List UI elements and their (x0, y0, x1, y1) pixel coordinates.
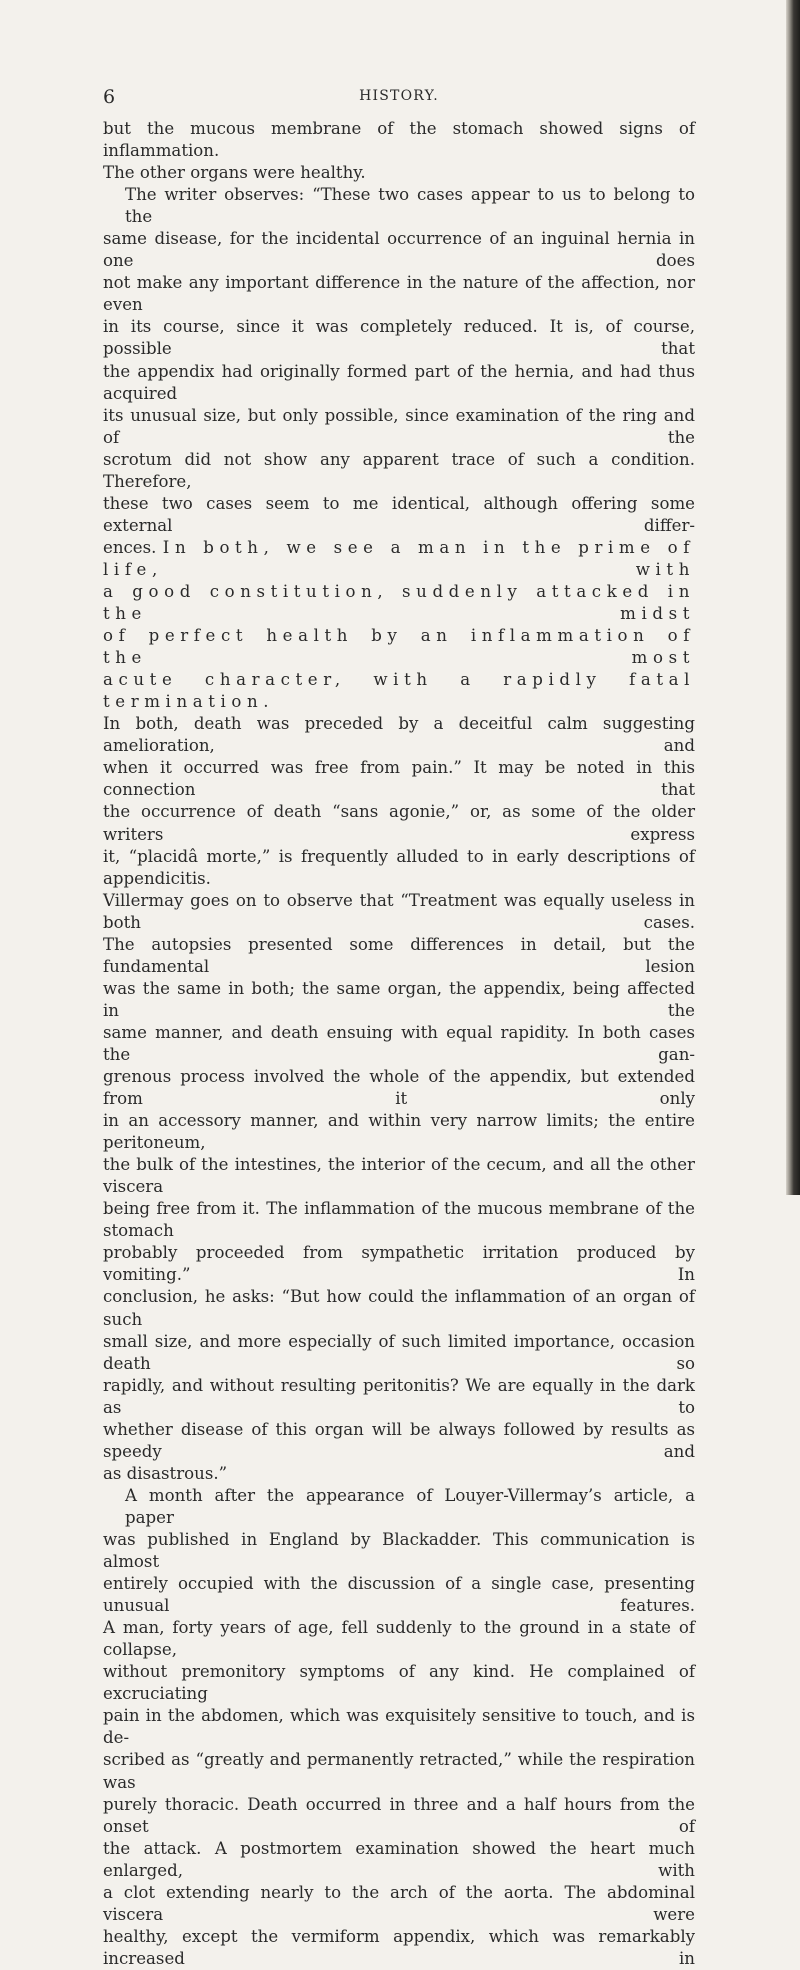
text-line: small size, and more especially of such limited importance, occasion death so (103, 1331, 695, 1373)
text-line: the occurrence of death “sans agonie,” or, as some of the older writers express (103, 802, 695, 844)
text-line: when it occurred was free from pain.” It may be noted in this connection that (103, 758, 695, 800)
text-line: In both, death was preceded by a deceitful calm suggesting amelioration, and (103, 714, 695, 756)
text-line: in its course, since it was completely reduced. It is, of course, possible that (103, 317, 695, 359)
text-line: A man, forty years of age, fell suddenly to the ground in a state of collapse, (103, 1618, 695, 1660)
text-line: same manner, and death ensuing with equal rapidity. In both cases the gan- (103, 1022, 695, 1064)
text-line: as disastrous.” (103, 1463, 228, 1483)
text-line: without premonitory symptoms of any kind. He complained of excruciating (103, 1662, 695, 1704)
page-number: 6 (103, 86, 116, 108)
text-line: it, “placidâ morte,” is frequently alluded to in early descriptions of appendicitis. (103, 846, 695, 888)
text-line: scribed as “greatly and permanently retracted,” while the respiration was (103, 1750, 695, 1792)
text-line: in an accessory manner, and within very narrow limits; the entire peritoneum, (103, 1111, 695, 1153)
text-line: entirely occupied with the discussion of a single case, presenting unusual features. (103, 1574, 695, 1616)
page-edge-shadow (786, 0, 800, 1195)
text-line: not make any important difference in the nature of the affection, nor even (103, 273, 695, 315)
text-line: healthy, except the vermiform appendix, which was remarkably increased in (103, 1926, 695, 1968)
text-line: Villermay goes on to observe that “Treatment was equally useless in both cases. (103, 890, 695, 932)
text-line: purely thoracic. Death occurred in three and a half hours from the onset of (103, 1794, 695, 1836)
text-line: The autopsies presented some differences in detail, but the fundamental lesion (103, 934, 695, 976)
text-line: the appendix had originally formed part of the hernia, and had thus acquired (103, 361, 695, 403)
text-line: same disease, for the incidental occurrence of an inguinal hernia in one does (103, 229, 695, 271)
text-line: the attack. A postmortem examination showed the heart much enlarged, with (103, 1838, 695, 1880)
text-line: of perfect health by an inflammation of the most (103, 626, 695, 668)
body-text (103, 118, 695, 1970)
text-line: pain in the abdomen, which was exquisitely sensitive to touch, and is de- (103, 1706, 695, 1748)
text-line: The writer observes: “These two cases appear to us to belong to the (125, 185, 695, 227)
text-line: a clot extending nearly to the arch of the aorta. The abdominal viscera were (103, 1882, 695, 1924)
text-line: ences. In both, we see a man in the prime of life, with (103, 537, 696, 579)
running-head: HISTORY. (359, 88, 439, 104)
text-line: The other organs were healthy. (103, 163, 366, 183)
text-line: was the same in both; the same organ, the appendix, being affected in the (103, 978, 695, 1020)
text-line: was published in England by Blackadder. This communication is almost (103, 1530, 695, 1572)
text-line: acute character, with a rapidly fatal termination. (103, 670, 695, 712)
text-line: a good constitution, suddenly attacked in the midst (103, 581, 695, 624)
text-line: A month after the appearance of Louyer-Villermay’s article, a paper (125, 1485, 695, 1527)
text-line: being free from it. The inflammation of the mucous membrane of the stomach (103, 1199, 695, 1241)
text-line: but the mucous membrane of the stomach showed signs of inflammation. (103, 119, 695, 161)
text-line: probably proceeded from sympathetic irritation produced by vomiting.” In (103, 1243, 695, 1285)
text-line: whether disease of this organ will be always followed by results as speedy and (103, 1419, 695, 1461)
text-line: its unusual size, but only possible, since examination of the ring and of the (103, 405, 695, 447)
text-line: conclusion, he asks: “But how could the inflammation of an organ of such (103, 1287, 695, 1329)
text-line: scrotum did not show any apparent trace of such a condition. Therefore, (103, 449, 695, 491)
text-line: the bulk of the intestines, the interior of the cecum, and all the other viscera (103, 1155, 695, 1197)
text-line: these two cases seem to me identical, although offering some external differ- (103, 493, 695, 535)
text-line: rapidly, and without resulting peritonitis? We are equally in the dark as to (103, 1375, 695, 1417)
page-header (103, 86, 695, 108)
text-line: grenous process involved the whole of the appendix, but extended from it only (103, 1067, 695, 1109)
